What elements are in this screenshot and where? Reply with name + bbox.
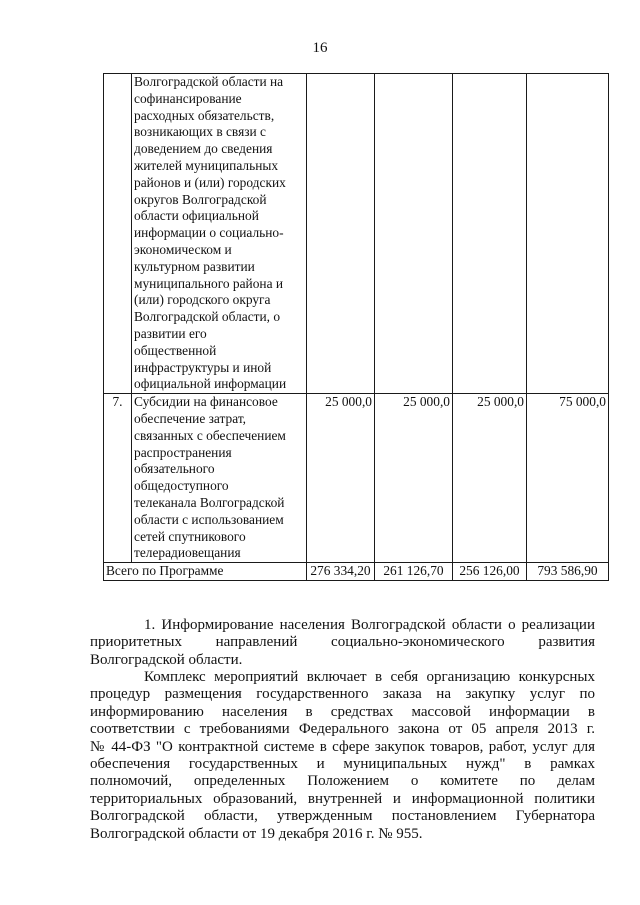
- table-row-total: [104, 563, 609, 581]
- description-line: районов и (или) городских: [134, 174, 286, 190]
- paragraph-2: [90, 669, 595, 843]
- paragraph-line: № 44-ФЗ "О контрактной системе в сфере закупок товаров, работ, услуг для: [90, 738, 595, 755]
- description-line: округов Волгоградской: [134, 191, 267, 207]
- total-amount-cell: 261 126,70: [375, 563, 453, 581]
- total-amount-cell: 256 126,00: [453, 563, 527, 581]
- paragraph-line: приоритетных направлений социально-экономического развития: [90, 634, 595, 651]
- total-amount-cell: 793 586,90: [527, 563, 609, 581]
- amount-cell: 25 000,0: [375, 394, 453, 563]
- row-description-cell: [132, 74, 307, 394]
- paragraph-line: 1. Информирование населения Волгоградской области о реализации: [144, 617, 595, 633]
- amount-cell: [527, 74, 609, 394]
- row-description-cell: [132, 394, 307, 563]
- description-line: распространения: [134, 444, 232, 460]
- page-number: 16: [312, 40, 328, 56]
- total-amount-cell: 276 334,20: [307, 563, 375, 581]
- description-line: возникающих в связи с: [134, 124, 266, 140]
- paragraph-line: соответствии с требованиями Федерального закона от 05 апреля 2013 г.: [90, 721, 595, 738]
- description-line: развитии его: [134, 325, 207, 341]
- description-line: Субсидии на финансовое: [134, 394, 278, 410]
- paragraph-line: Волгоградской области от 19 декабря 2016 г. № 955.: [90, 825, 423, 842]
- amount-cell: [453, 74, 527, 394]
- amount-cell: 25 000,0: [307, 394, 375, 563]
- description-line: софинансирование: [134, 90, 242, 106]
- description-line: муниципального района и: [134, 275, 284, 291]
- description-line: области официальной: [134, 208, 259, 224]
- amount-cell: [307, 74, 375, 394]
- description-line: обязательного: [134, 461, 215, 477]
- paragraph-line: Комплекс мероприятий включает в себя организацию конкурсных: [144, 669, 595, 685]
- paragraph-line: Волгоградской области, утвержденным постановлением Губернатора: [90, 808, 595, 825]
- paragraph-line: полномочий, определенных Положением о комитете по делам: [90, 773, 595, 790]
- paragraph-line: обеспечения государственных и муниципальных нужд" в рамках: [90, 756, 595, 773]
- description-line: официальной информации: [134, 376, 287, 392]
- table-row-continuation: [104, 74, 609, 394]
- table-row-7: [104, 394, 609, 563]
- description-line: экономическом и: [134, 241, 232, 257]
- description-line: Волгоградской области, о: [134, 309, 281, 325]
- description-line: жителей муниципальных: [134, 157, 279, 173]
- description-line: инфраструктуры и иной: [134, 359, 272, 375]
- paragraph-line: территориальных образований, внутренней и информационной политики: [90, 790, 595, 807]
- description-line: общественной: [134, 342, 217, 358]
- paragraph-1: [90, 617, 595, 669]
- description-line: обеспечение затрат,: [134, 410, 247, 426]
- description-line: расходных обязательств,: [134, 107, 275, 123]
- description-line: Волгоградской области на: [134, 74, 284, 89]
- total-label: Всего по Программе: [104, 563, 307, 581]
- description-line: информации о социально-: [134, 225, 284, 241]
- row-number-cell: 7.: [104, 394, 132, 563]
- description-line: сетей спутникового: [134, 528, 246, 544]
- paragraph-line: информированию населения в средствах массовой информации в: [90, 703, 595, 720]
- description-line: телеканала Волгоградской: [134, 494, 285, 510]
- amount-cell: [375, 74, 453, 394]
- amount-cell: 75 000,0: [527, 394, 609, 563]
- description-line: области с использованием: [134, 511, 284, 527]
- row-number-cell: [104, 74, 132, 394]
- description-line: культурном развитии: [134, 258, 255, 274]
- amount-cell: 25 000,0: [453, 394, 527, 563]
- budget-table: [103, 73, 609, 581]
- paragraph-line: процедур размещения государственного заказа на закупку услуг по: [90, 686, 595, 703]
- description-line: телерадиовещания: [134, 545, 241, 561]
- description-line: связанных с обеспечением: [134, 427, 286, 443]
- paragraph-line: Волгоградской области.: [90, 651, 243, 668]
- description-line: (или) городского округа: [134, 292, 271, 308]
- description-line: общедоступного: [134, 478, 229, 494]
- description-line: доведением до сведения: [134, 141, 273, 157]
